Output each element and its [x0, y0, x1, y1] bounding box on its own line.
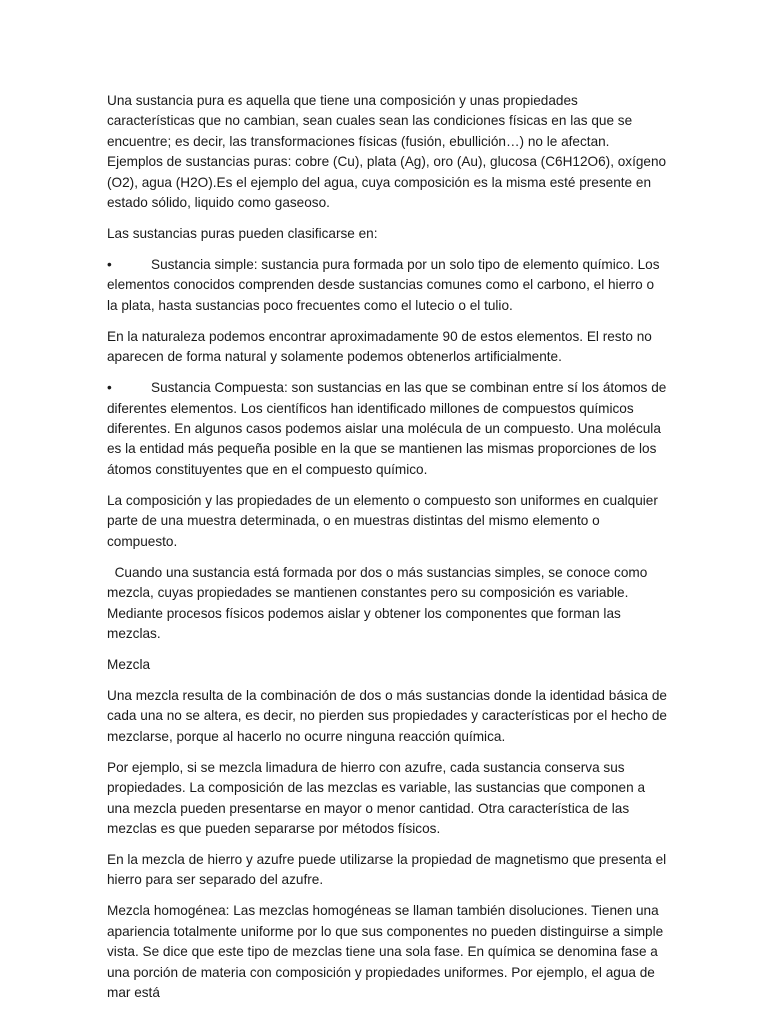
paragraph-mezcla-resultado: Una mezcla resulta de la combinación de dos o más sustancias donde la identidad básica de cada una no se altera, es decir, no pierden sus propiedades y características por el hecho de mezclarse, porque al hacerlo no ocurre ninguna reacción química. [107, 687, 667, 744]
bullet-item-sustancia-simple [107, 255, 667, 316]
bullet-item-sustancia-compuesta [107, 378, 667, 480]
bullet-text: Sustancia Compuesta: son sustancias en las que se combinan entre sí los átomos de diferentes elementos. Los científicos han identificado millones de compuestos químicos diferentes. En algunos casos podemos aislar una molécula de un compuesto. Una molécula es la entidad más pequeña posible en la que se mantienen las mismas proporciones de los átomos constituyentes que en el compuesto químico. [107, 380, 667, 477]
paragraph-mezcla-definicion: Cuando una sustancia está formada por dos o más sustancias simples, se conoce como mezcla, cuyas propiedades se mantienen constantes pero su composición es variable. Mediante procesos físicos podemos aislar y obtener los componentes que forman las mezclas. [107, 564, 652, 641]
paragraph-magnetismo: En la mezcla de hierro y azufre puede utilizarse la propiedad de magnetismo que presenta el hierro para ser separado del azufre. [107, 851, 667, 888]
paragraph-mezcla-homogenea: Mezcla homogénea: Las mezclas homogéneas se llaman también disoluciones. Tienen una apariencia totalmente uniforme por lo que sus componentes no pueden distinguirse a simple vista. Se dice que este tipo de mezclas tiene una sola fase. En química se denomina fase a una porción de materia con composición y propiedades uniformes. Por ejemplo, el agua de mar está [107, 903, 664, 1000]
paragraph-naturaleza: En la naturaleza podemos encontrar aproximadamente 90 de estos elementos. El resto no aparecen de forma natural y solamente podemos obtenerlos artificialmente. [107, 328, 652, 365]
paragraph-clasificacion: Las sustancias puras pueden clasificarse en: [107, 226, 378, 242]
bullet-text: Sustancia simple: sustancia pura formada por un solo tipo de elemento químico. Los elementos conocidos comprenden desde sustancias comunes como el carbono, el hierro o la plata, hasta sustancias poco frecuentes como el lutecio o el tulio. [107, 257, 660, 313]
bullet-icon: • [107, 380, 112, 396]
paragraph-composicion: La composición y las propiedades de un elemento o compuesto son uniformes en cualquier parte de una muestra determinada, o en muestras distintas del mismo elemento o compuesto. [107, 492, 658, 549]
section-heading-mezcla: Mezcla [107, 656, 151, 672]
bullet-icon: • [107, 257, 112, 273]
paragraph-sustancia-pura: Una sustancia pura es aquella que tiene una composición y unas propiedades características que no cambian, sean cuales sean las condiciones físicas en las que se encuentre; es decir, las transformaciones físicas (fusión, ebullición…) no le afectan. Ejemplos de sustancias puras: cobre (Cu), plata (Ag), oro (Au), glucosa (C6H12O6), oxígeno (O2), agua (H2O).Es el ejemplo del agua, cuya composición es la misma esté presente en estado sólido, liquido como gaseoso. [107, 93, 667, 211]
document-body [107, 91, 667, 1014]
paragraph-ejemplo-hierro: Por ejemplo, si se mezcla limadura de hierro con azufre, cada sustancia conserva sus propiedades. La composición de las mezclas es variable, las sustancias que componen a una mezcla pueden presentarse en mayor o menor cantidad. Otra característica de las mezclas es que pueden separarse por métodos físicos. [107, 759, 646, 836]
